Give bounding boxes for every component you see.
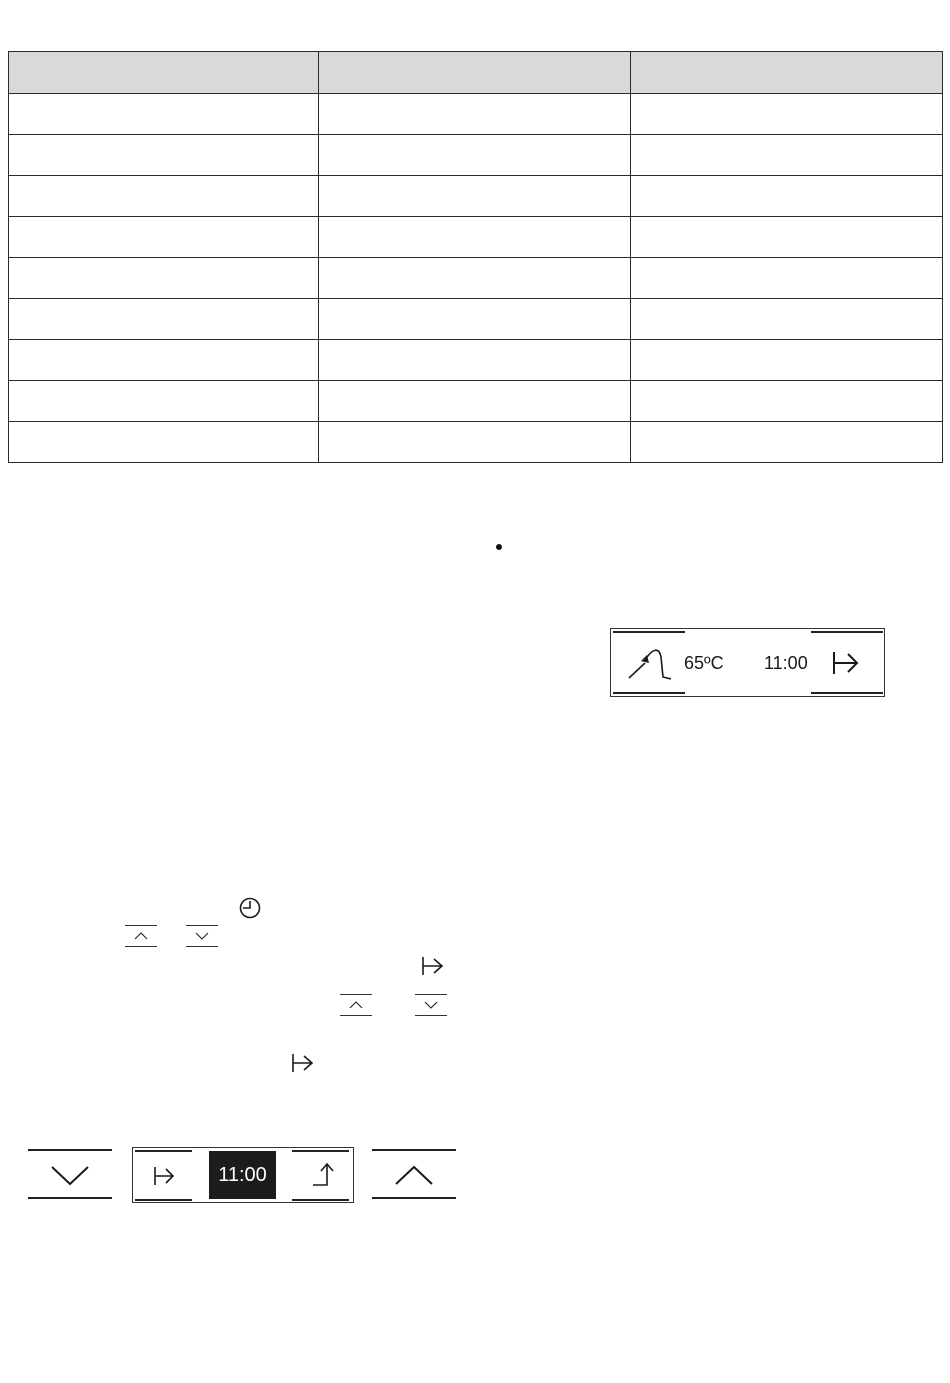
up-button-icon [125,925,157,947]
down-button[interactable] [28,1149,112,1199]
table-header-cell [319,52,631,94]
table-cell [9,217,319,258]
table-cell [631,135,943,176]
table-cell [319,422,631,463]
table-cell [9,176,319,217]
table-header-cell [9,52,319,94]
table-row [9,258,943,299]
table-cell [631,381,943,422]
table-cell [9,422,319,463]
table-cell [319,299,631,340]
clock-icon [238,896,262,925]
table-row [9,135,943,176]
table-row [9,94,943,135]
table-cell [319,135,631,176]
meat-probe-icon [627,645,671,686]
table-cell [9,340,319,381]
table-cell [319,94,631,135]
table-cell [319,381,631,422]
table-row [9,340,943,381]
table-cell [631,94,943,135]
table-cell [631,258,943,299]
end-time-arrow-icon [832,650,860,681]
table-cell [631,176,943,217]
probe-time: 11:00 [764,653,808,673]
table-cell [9,135,319,176]
end-time-arrow-icon[interactable] [153,1165,177,1192]
probe-temperature: 65ºC [684,653,724,673]
table-cell [9,94,319,135]
table-row [9,217,943,258]
end-time-arrow-icon [291,1052,315,1079]
table-cell [319,217,631,258]
selected-time-value[interactable]: 11:00 [209,1151,276,1199]
table-header-row [9,52,943,94]
table-cell [319,176,631,217]
probe-display-panel [610,628,885,697]
table-cell [319,258,631,299]
down-arrow-icon [28,1151,112,1197]
table-cell [631,299,943,340]
table-row [9,381,943,422]
table-cell [631,217,943,258]
up-arrow-icon [372,1151,456,1197]
start-time-icon[interactable] [311,1160,339,1193]
table-cell [9,258,319,299]
table-cell [631,422,943,463]
table-cell [631,340,943,381]
time-setting-panel [132,1147,354,1203]
settings-table [8,51,943,463]
end-time-arrow-icon [421,955,445,982]
table-header-cell [631,52,943,94]
table-cell [9,299,319,340]
table-row [9,422,943,463]
down-button-icon [415,994,447,1016]
up-button[interactable] [372,1149,456,1199]
table-cell [319,340,631,381]
table-cell [9,381,319,422]
table-row [9,299,943,340]
bullet-point [496,544,502,550]
table-row [9,176,943,217]
down-button-icon [186,925,218,947]
up-button-icon [340,994,372,1016]
